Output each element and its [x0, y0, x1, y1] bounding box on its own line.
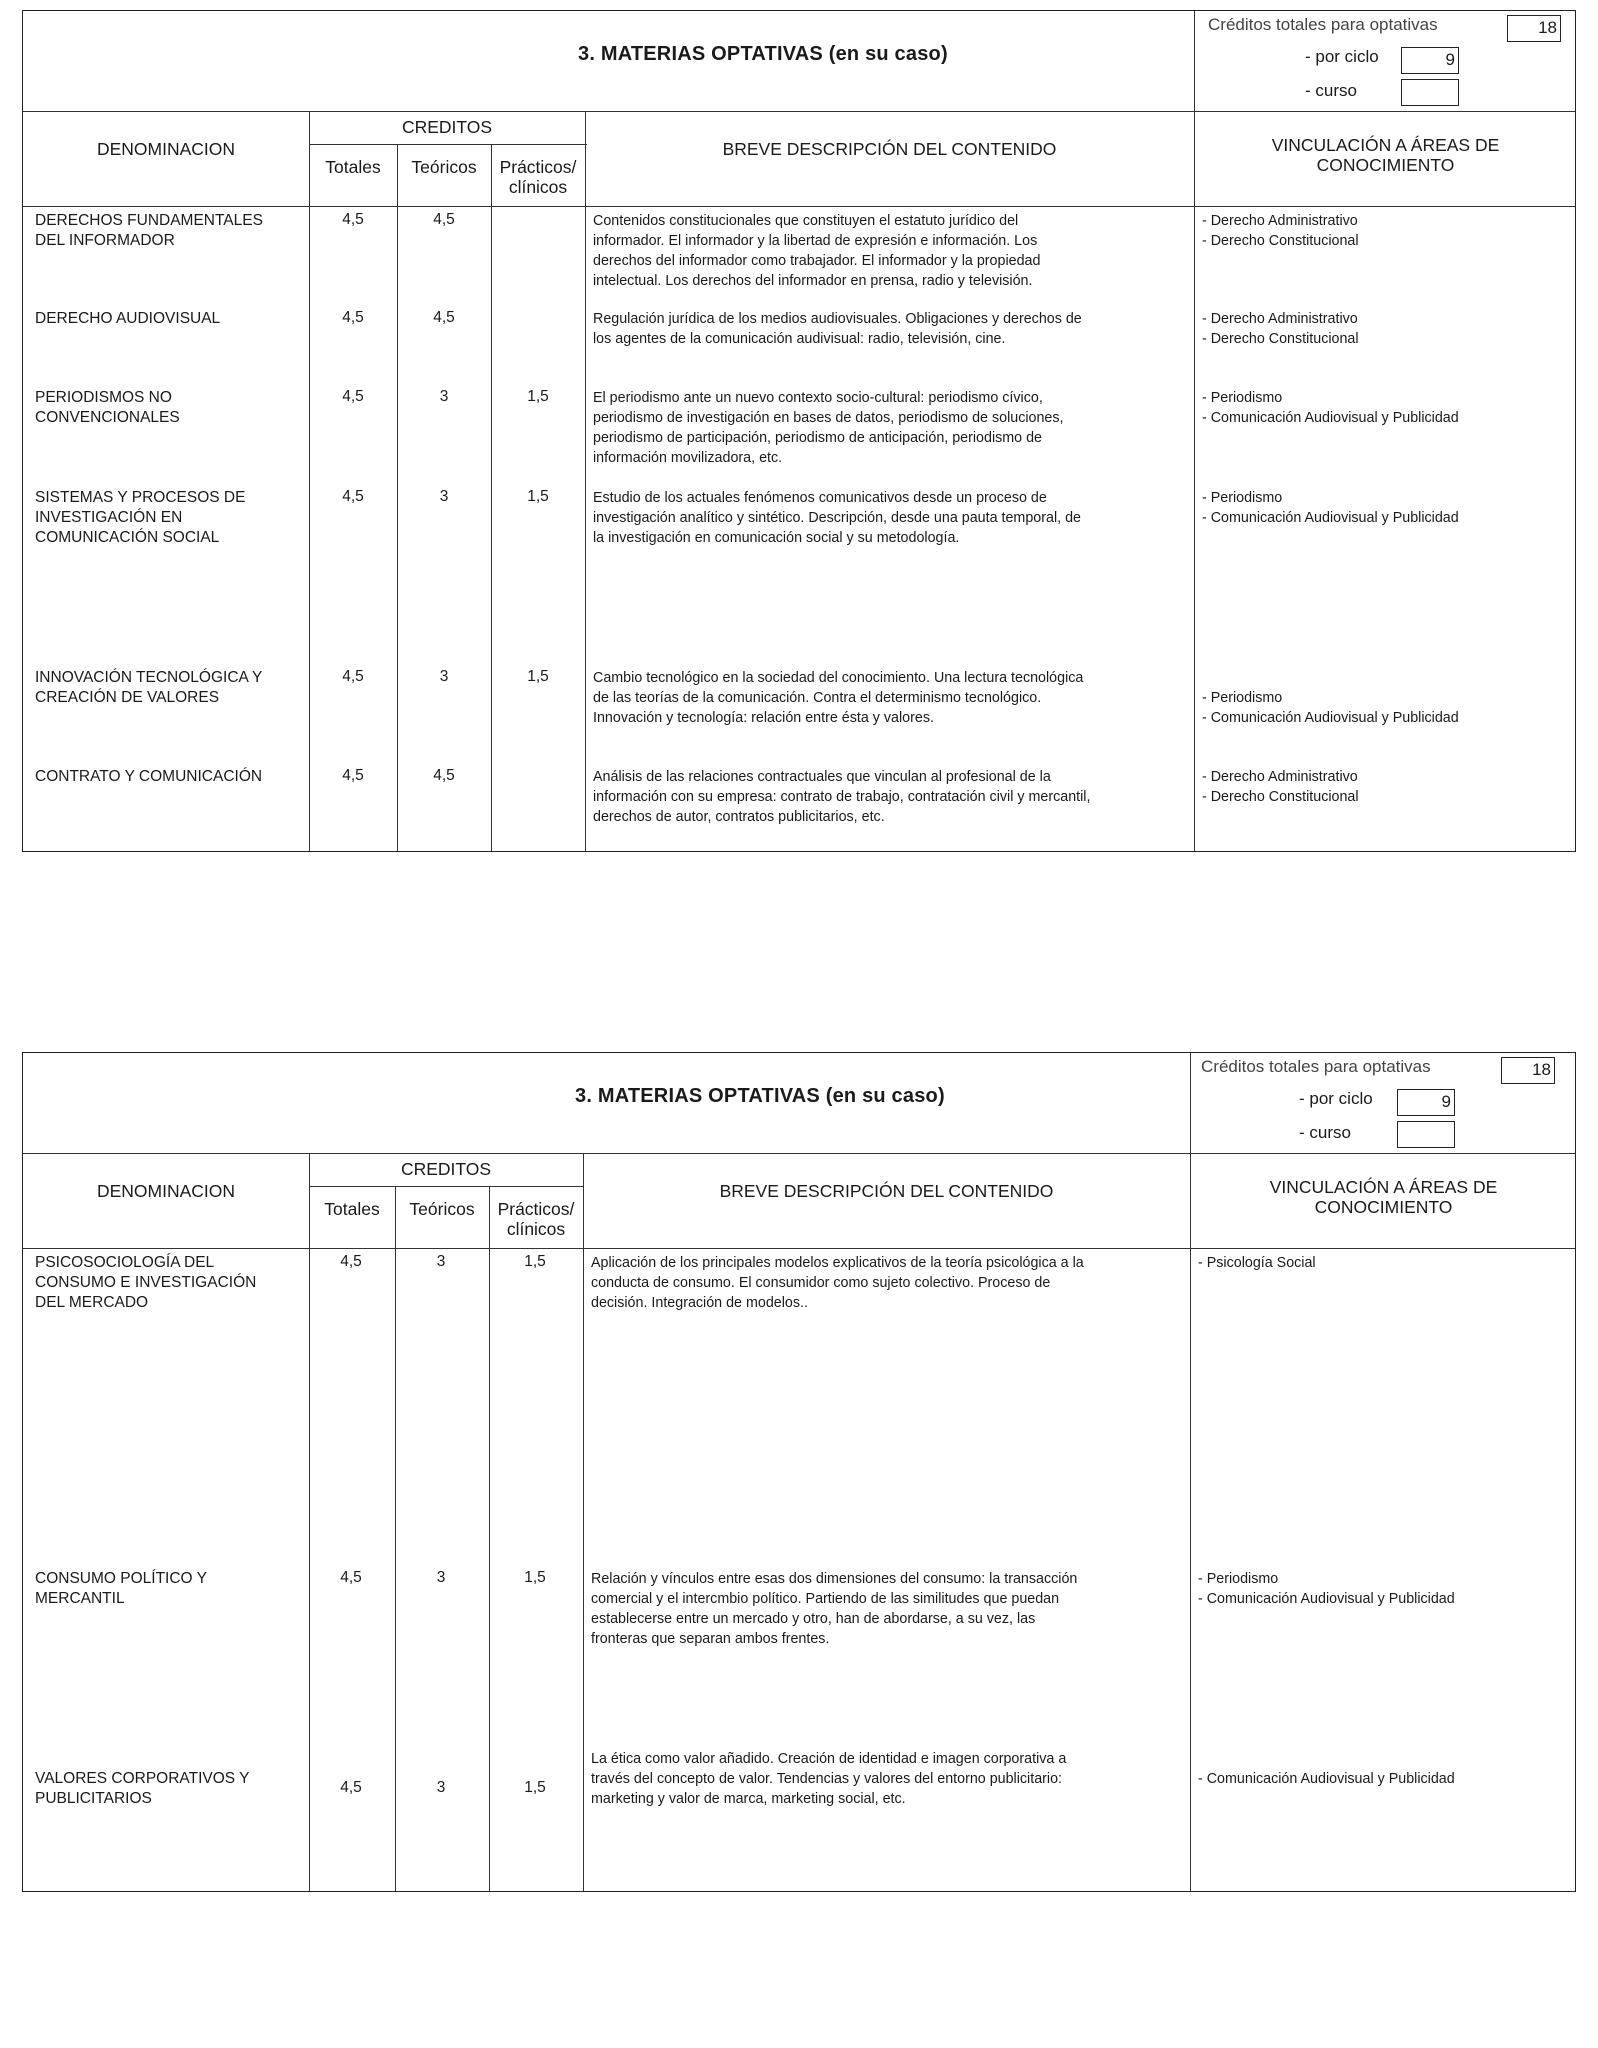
row-areas: - Comunicación Audiovisual y Publicidad [1198, 1771, 1455, 1787]
row-practicos: 1,5 [527, 668, 549, 685]
por-ciclo-label: - por ciclo [1305, 47, 1379, 66]
header-divider [23, 1153, 1575, 1154]
row-teoricos: 3 [439, 388, 449, 405]
col-divider-totales [397, 144, 398, 851]
row-areas: - Psicología Social [1198, 1255, 1316, 1271]
header-denominacion: DENOMINACION [96, 139, 236, 159]
row-teoricos: 4,5 [433, 767, 455, 784]
header-creditos: CREDITOS [400, 1159, 492, 1179]
header-practicos: Prácticos/ clínicos [497, 1199, 575, 1239]
row-denominacion: CONTRATO Y COMUNICACIÓN [35, 768, 263, 785]
row-totales: 4,5 [342, 309, 364, 326]
row-teoricos: 3 [439, 668, 449, 685]
header-denominacion: DENOMINACION [96, 1181, 236, 1201]
row-areas: - Periodismo - Comunicación Audiovisual y Publicidad [1202, 690, 1459, 726]
row-teoricos: 3 [436, 1569, 446, 1586]
row-denominacion: VALORES CORPORATIVOS Y PUBLICITARIOS [35, 1770, 250, 1807]
row-descripcion: Relación y vínculos entre esas dos dimensiones del consumo: la transacción comercial y el intercmbio político. Partiendo de las similitudes que puedan establecerse entre un mercado y otro, han de abordarse, a su vez, las fronteras que separan ambos frentes. [591, 1571, 1078, 1647]
row-denominacion: SISTEMAS Y PROCESOS DE INVESTIGACIÓN EN COMUNICACIÓN SOCIAL [35, 489, 246, 546]
row-descripcion: Contenidos constitucionales que constituyen el estatuto jurídico del informador. El informador y la libertad de expresión e información. Los derechos del informador como trabajador. El informador y la propiedad intelectual. Los derechos del informador en prensa, radio y televisión. [593, 213, 1041, 289]
row-areas: - Periodismo - Comunicación Audiovisual y Publicidad [1198, 1571, 1455, 1607]
row-teoricos: 3 [436, 1253, 446, 1270]
optativas-table-1 [22, 10, 1576, 852]
header-vinculacion: VINCULACIÓN A ÁREAS DE CONOCIMIENTO [1271, 135, 1500, 175]
por-ciclo-label: - por ciclo [1299, 1089, 1373, 1108]
col-divider-denominacion [309, 111, 310, 851]
creditos-divider [309, 1186, 583, 1187]
header-descripcion: BREVE DESCRIPCIÓN DEL CONTENIDO [722, 139, 1057, 159]
row-totales: 4,5 [340, 1253, 362, 1270]
optativas-table-2 [22, 1052, 1576, 1892]
row-totales: 4,5 [342, 388, 364, 405]
row-practicos: 1,5 [524, 1779, 546, 1796]
col-divider-practicos [583, 1153, 584, 1891]
row-teoricos: 3 [439, 488, 449, 505]
row-denominacion: DERECHO AUDIOVISUAL [35, 310, 221, 327]
header-teoricos: Teóricos [409, 1199, 475, 1219]
creditos-totales-box: 18 [1507, 15, 1561, 42]
creditos-divider [309, 144, 587, 145]
body-divider [23, 1248, 1575, 1249]
row-practicos: 1,5 [527, 388, 549, 405]
row-denominacion: PSICOSOCIOLOGÍA DEL CONSUMO E INVESTIGACIÓN DEL MERCADO [35, 1254, 257, 1311]
row-totales: 4,5 [342, 488, 364, 505]
row-areas: - Derecho Administrativo - Derecho Constitucional [1202, 311, 1359, 347]
col-divider-teoricos [489, 1186, 490, 1891]
row-descripcion: La ética como valor añadido. Creación de identidad e imagen corporativa a través del concepto de valor. Tendencias y valores del entorno publicitario: marketing y valor de marca, marketing social, etc. [591, 1751, 1067, 1807]
row-totales: 4,5 [340, 1779, 362, 1796]
header-totales: Totales [325, 157, 381, 177]
header-vinculacion: VINCULACIÓN A ÁREAS DE CONOCIMIENTO [1269, 1177, 1498, 1217]
row-descripcion: Análisis de las relaciones contractuales que vinculan al profesional de la información con su empresa: contrato de trabajo, contratación civil y mercantil, derechos de autor, contratos publicitarios, etc. [593, 769, 1091, 825]
table-title: 3. MATERIAS OPTATIVAS (en su caso) [578, 43, 948, 65]
header-teoricos: Teóricos [411, 157, 477, 177]
por-ciclo-box: 9 [1401, 47, 1459, 74]
row-totales: 4,5 [342, 668, 364, 685]
header-descripcion: BREVE DESCRIPCIÓN DEL CONTENIDO [719, 1181, 1054, 1201]
row-descripcion: Aplicación de los principales modelos explicativos de la teoría psicológica a la conducta de consumo. El consumidor como sujeto colectivo. Proceso de decisión. Integración de modelos.. [591, 1255, 1084, 1311]
header-totales: Totales [324, 1199, 380, 1219]
header-practicos: Prácticos/ clínicos [499, 157, 577, 197]
table-title: 3. MATERIAS OPTATIVAS (en su caso) [575, 1085, 945, 1107]
col-divider-teoricos [491, 144, 492, 851]
body-divider [23, 206, 1575, 207]
row-descripcion: Cambio tecnológico en la sociedad del conocimiento. Una lectura tecnológica de las teorías de la comunicación. Contra el determinismo tecnológico. Innovación y tecnología: relación entre ésta y valores. [593, 670, 1084, 726]
row-teoricos: 3 [436, 1779, 446, 1796]
row-practicos: 1,5 [527, 488, 549, 505]
row-denominacion: CONSUMO POLÍTICO Y MERCANTIL [35, 1570, 207, 1607]
row-areas: - Periodismo - Comunicación Audiovisual y Publicidad [1202, 490, 1459, 526]
row-teoricos: 4,5 [433, 309, 455, 326]
row-descripcion: El periodismo ante un nuevo contexto socio-cultural: periodismo cívico, periodismo de investigación en bases de datos, periodismo de soluciones, periodismo de participación, periodismo de anticipación, periodismo de información movilizadora, etc. [593, 390, 1064, 466]
col-divider-denominacion [309, 1153, 310, 1891]
row-denominacion: PERIODISMOS NO CONVENCIONALES [35, 389, 180, 426]
row-denominacion: INNOVACIÓN TECNOLÓGICA Y CREACIÓN DE VALORES [35, 669, 263, 706]
row-totales: 4,5 [342, 211, 364, 228]
col-divider-practicos [585, 111, 586, 851]
curso-label: - curso [1305, 81, 1357, 100]
creditos-totales-box: 18 [1501, 1057, 1555, 1084]
row-totales: 4,5 [342, 767, 364, 784]
row-areas: - Derecho Administrativo - Derecho Constitucional [1202, 769, 1359, 805]
creditos-totales-label: Créditos totales para optativas [1208, 15, 1438, 34]
header-divider [23, 111, 1575, 112]
row-areas: - Periodismo - Comunicación Audiovisual y Publicidad [1202, 390, 1459, 426]
row-descripcion: Estudio de los actuales fenómenos comunicativos desde un proceso de investigación analítico y sintético. Descripción, desde una pauta temporal, de la investigación en comunicación social y su metodología. [593, 490, 1081, 546]
col-divider-totales [395, 1186, 396, 1891]
curso-label: - curso [1299, 1123, 1351, 1142]
row-descripcion: Regulación jurídica de los medios audiovisuales. Obligaciones y derechos de los agentes de la comunicación audivisual: radio, televisión, cine. [593, 311, 1082, 347]
row-totales: 4,5 [340, 1569, 362, 1586]
curso-box [1397, 1121, 1455, 1148]
row-areas: - Derecho Administrativo - Derecho Constitucional [1202, 213, 1359, 249]
row-practicos: 1,5 [524, 1253, 546, 1270]
curso-box [1401, 79, 1459, 106]
creditos-totales-label: Créditos totales para optativas [1201, 1057, 1431, 1076]
header-creditos: CREDITOS [401, 117, 493, 137]
row-teoricos: 4,5 [433, 211, 455, 228]
row-practicos: 1,5 [524, 1569, 546, 1586]
row-denominacion: DERECHOS FUNDAMENTALES DEL INFORMADOR [35, 212, 263, 249]
por-ciclo-box: 9 [1397, 1089, 1455, 1116]
